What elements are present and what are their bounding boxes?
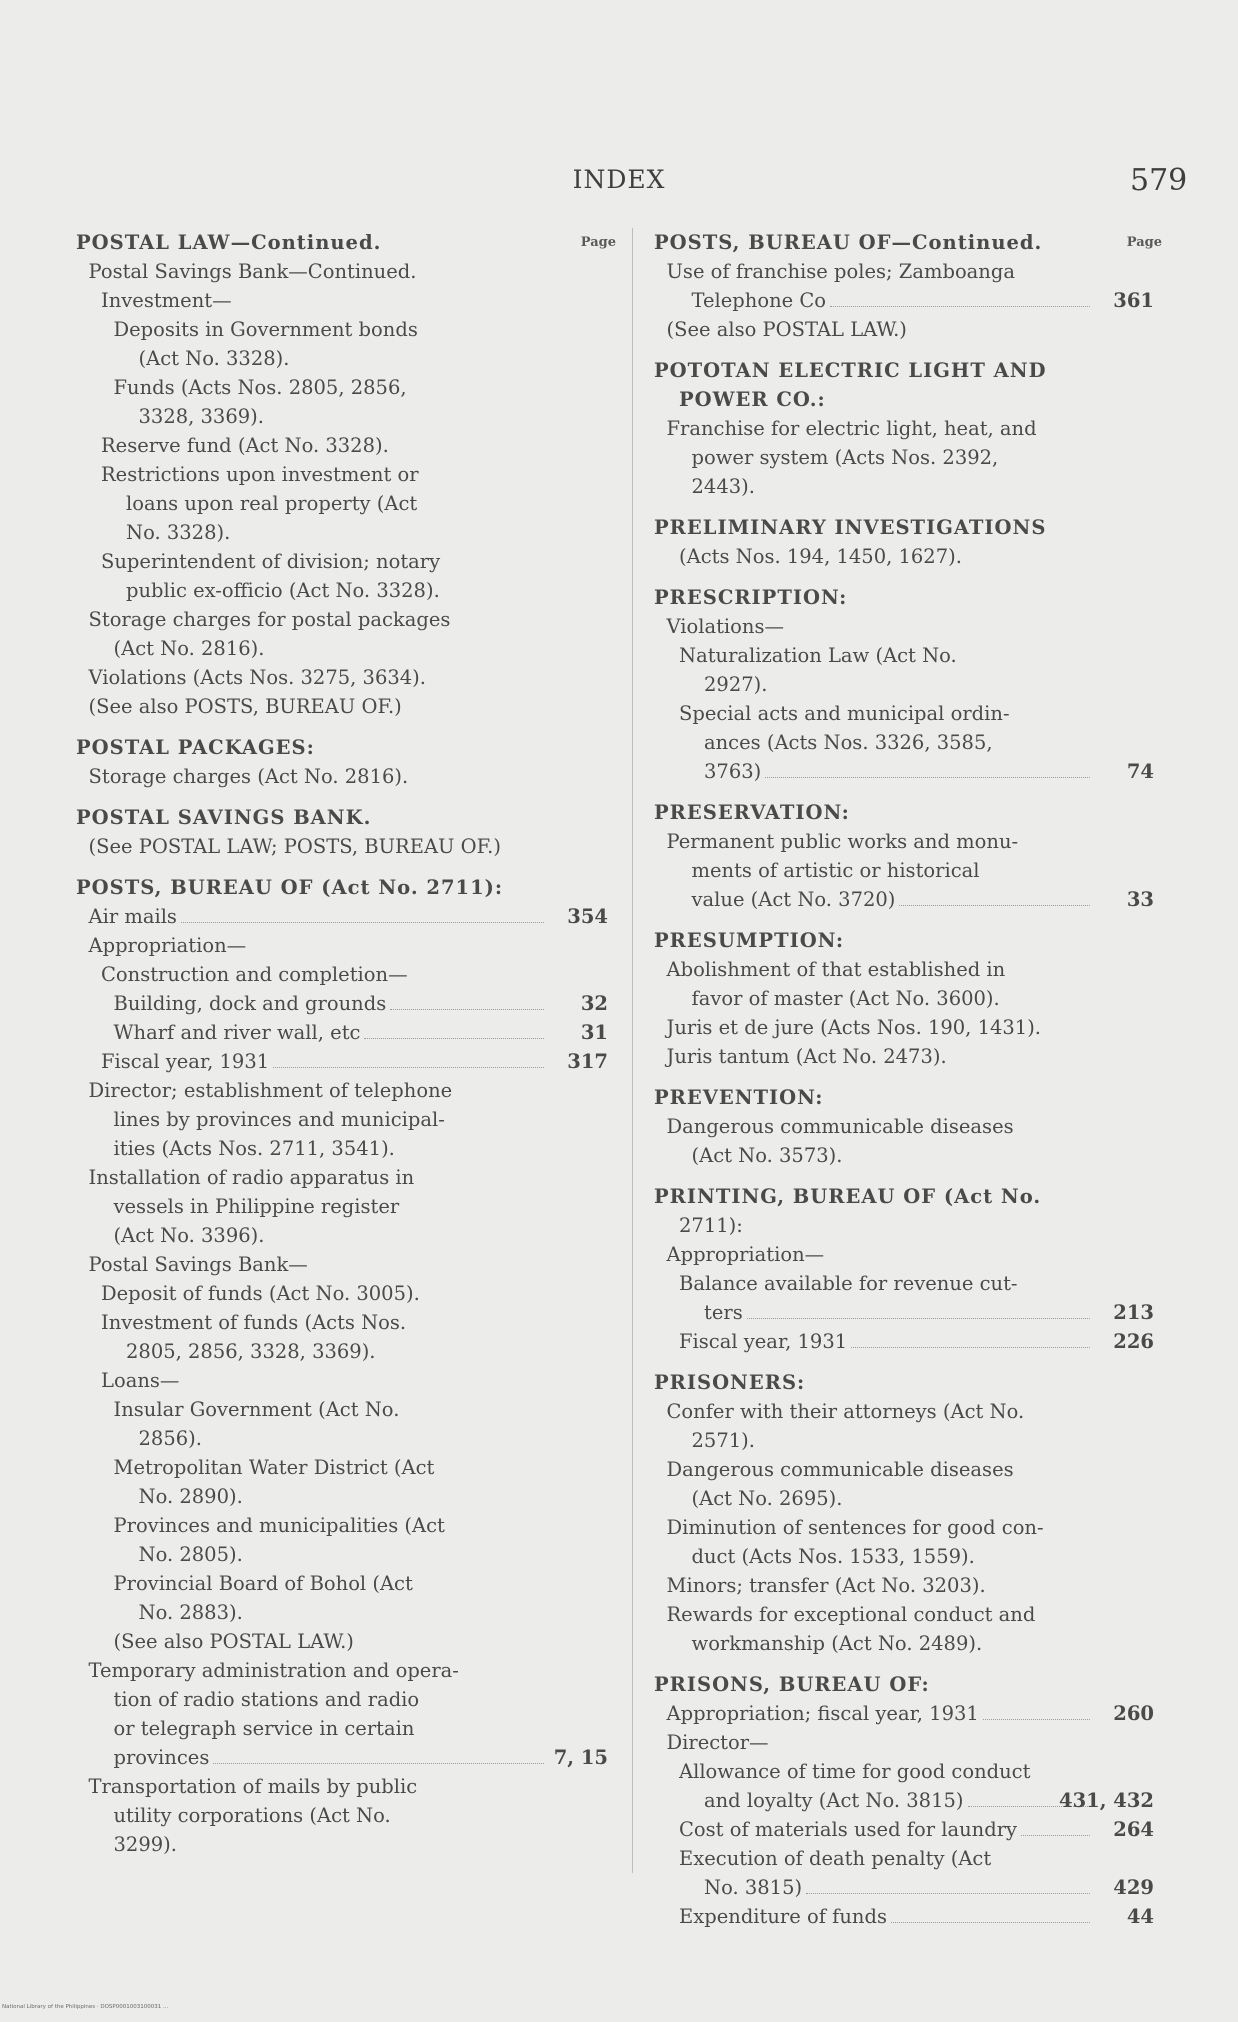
entry-text: Dangerous communicable diseases <box>666 1458 1014 1481</box>
page-reference: 264 <box>1113 1818 1154 1841</box>
index-entry <box>654 728 1154 757</box>
index-entry <box>76 576 608 605</box>
page-column-label: Page <box>1126 235 1162 250</box>
entry-text: Confer with their attorneys (Act No. <box>666 1400 1025 1423</box>
entry-text: or telegraph service in certain <box>113 1717 415 1740</box>
index-entry <box>76 902 608 931</box>
entry-text: No. 3328). <box>126 521 231 544</box>
entry-text: Installation of radio apparatus in <box>88 1166 415 1189</box>
entry-text: Use of franchise poles; Zamboanga <box>666 260 1015 283</box>
index-entry <box>654 1844 1154 1873</box>
index-entry <box>654 1542 1154 1571</box>
entry-text: 2927). <box>704 673 768 696</box>
index-entry <box>76 1395 608 1424</box>
entry-text: 2443). <box>691 475 755 498</box>
index-entry <box>76 373 608 402</box>
entry-text: Minors; transfer (Act No. 3203). <box>666 1574 986 1597</box>
index-entry <box>654 1211 1154 1240</box>
index-entry <box>654 1397 1154 1426</box>
index-heading <box>654 798 1154 827</box>
index-entry <box>76 832 608 861</box>
entry-text: provinces <box>113 1746 210 1769</box>
page-reference: 317 <box>567 1050 608 1073</box>
page-reference: 354 <box>567 905 608 928</box>
entry-text: Deposits in Government bonds <box>113 318 418 341</box>
index-entry <box>654 1112 1154 1141</box>
index-entry <box>76 1569 608 1598</box>
page-reference: 74 <box>1126 760 1154 783</box>
entry-text: vessels in Philippine register <box>113 1195 400 1218</box>
entry-text: POSTAL LAW—Continued. <box>76 231 382 254</box>
entry-text: Restrictions upon investment or <box>101 463 419 486</box>
entry-text: POWER CO.: <box>679 388 826 411</box>
entry-text: favor of master (Act No. 3600). <box>691 987 1000 1010</box>
entry-text: (Act No. 3573). <box>691 1144 843 1167</box>
entry-text: Expenditure of funds <box>679 1905 887 1928</box>
entry-text: PRISONERS: <box>654 1371 806 1394</box>
index-entry <box>654 670 1154 699</box>
dot-leader <box>983 1719 1090 1720</box>
entry-text: Loans— <box>101 1369 180 1392</box>
entry-text: No. 2890). <box>138 1485 243 1508</box>
index-heading <box>76 228 616 257</box>
entry-text: (Act No. 2816). <box>113 637 265 660</box>
entry-text: (Act No. 3328). <box>138 347 290 370</box>
entry-text: and loyalty (Act No. 3815) <box>704 1789 964 1812</box>
index-entry <box>654 641 1154 670</box>
entry-text: ances (Acts Nos. 3326, 3585, <box>704 731 993 754</box>
page-reference: 226 <box>1113 1330 1154 1353</box>
index-entry <box>76 663 608 692</box>
entry-text: Permanent public works and monu- <box>666 830 1019 853</box>
entry-text: POSTS, BUREAU OF—Continued. <box>654 231 1043 254</box>
index-entry <box>76 1801 608 1830</box>
index-entry <box>654 1786 1154 1815</box>
index-entry <box>76 1511 608 1540</box>
entry-text: loans upon real property (Act <box>126 492 418 515</box>
entry-text: value (Act No. 3720) <box>691 888 896 911</box>
index-entry <box>76 1192 608 1221</box>
index-entry <box>654 1815 1154 1844</box>
entry-text: workmanship (Act No. 2489). <box>691 1632 983 1655</box>
entry-text: Cost of materials used for laundry <box>679 1818 1018 1841</box>
index-entry <box>654 699 1154 728</box>
entry-text: No. 2883). <box>138 1601 243 1624</box>
entry-text: (Acts Nos. 194, 1450, 1627). <box>679 545 962 568</box>
entry-text: Rewards for exceptional conduct and <box>666 1603 1036 1626</box>
entry-text: Special acts and municipal ordin- <box>679 702 1010 725</box>
entry-text: Allowance of time for good conduct <box>679 1760 1031 1783</box>
entry-text: ters <box>704 1301 743 1324</box>
dot-leader <box>213 1763 544 1764</box>
entry-text: Provincial Board of Bohol (Act <box>113 1572 413 1595</box>
index-entry <box>654 1426 1154 1455</box>
index-entry <box>76 1627 608 1656</box>
index-heading <box>654 356 1154 385</box>
index-entry <box>76 1366 608 1395</box>
entry-text: 2856). <box>138 1427 202 1450</box>
index-entry <box>76 989 608 1018</box>
entry-text: PRESCRIPTION: <box>654 586 848 609</box>
entry-text: Execution of death penalty (Act <box>679 1847 992 1870</box>
index-entry <box>654 955 1154 984</box>
entry-text: Balance available for revenue cut- <box>679 1272 1018 1295</box>
page-reference: 7, 15 <box>553 1746 608 1769</box>
left-column <box>76 228 616 1859</box>
index-entry <box>654 757 1154 786</box>
entry-text: Reserve fund (Act No. 3328). <box>101 434 389 457</box>
entry-text: PRESUMPTION: <box>654 929 845 952</box>
entry-text: Investment of funds (Acts Nos. <box>101 1311 407 1334</box>
entry-text: PRINTING, BUREAU OF (Act No. <box>654 1185 1042 1208</box>
entry-text: Temporary administration and opera- <box>88 1659 459 1682</box>
index-entry <box>76 1598 608 1627</box>
index-entry <box>654 1699 1154 1728</box>
index-entry <box>76 460 608 489</box>
footer-text: National Library of the Philippines · DOSP0001003100031 ... <box>2 2004 169 2010</box>
entry-text: (See also POSTAL LAW.) <box>666 318 907 341</box>
entry-text: Juris tantum (Act No. 2473). <box>666 1045 947 1068</box>
index-entry <box>76 315 608 344</box>
entry-text: POSTAL PACKAGES: <box>76 736 315 759</box>
index-entry <box>76 344 608 373</box>
entry-text: 3299). <box>113 1833 177 1856</box>
index-entry <box>76 1308 608 1337</box>
index-entry <box>76 1685 608 1714</box>
page-column-label: Page <box>580 235 616 250</box>
index-entry <box>654 1455 1154 1484</box>
dot-leader <box>747 1318 1090 1319</box>
index-entry <box>76 1714 608 1743</box>
dot-leader <box>1021 1835 1090 1836</box>
entry-text: Director; establishment of telephone <box>88 1079 453 1102</box>
entry-text: Appropriation— <box>88 934 247 957</box>
index-entry <box>654 1629 1154 1658</box>
entry-text: PREVENTION: <box>654 1086 824 1109</box>
index-entry <box>76 431 608 460</box>
entry-text: 2805, 2856, 3328, 3369). <box>126 1340 376 1363</box>
entry-text: 2571). <box>691 1429 755 1452</box>
page-title: INDEX <box>572 165 666 194</box>
index-entry <box>654 1269 1154 1298</box>
entry-text: No. 2805). <box>138 1543 243 1566</box>
entry-text: 3763) <box>704 760 762 783</box>
index-heading <box>654 583 1154 612</box>
index-entry <box>654 827 1154 856</box>
index-heading <box>654 228 1162 257</box>
entry-text: Construction and completion— <box>101 963 408 986</box>
dot-leader <box>806 1893 1090 1894</box>
entry-text: Director— <box>666 1731 769 1754</box>
index-entry <box>654 1298 1154 1327</box>
index-heading <box>76 803 608 832</box>
index-entry <box>76 605 608 634</box>
index-entry <box>654 1757 1154 1786</box>
dot-leader <box>390 1009 544 1010</box>
entry-text: 2711): <box>679 1214 743 1237</box>
entry-text: Dangerous communicable diseases <box>666 1115 1014 1138</box>
dot-leader <box>181 922 544 923</box>
dot-leader <box>899 905 1090 906</box>
entry-text: (See also POSTAL LAW.) <box>113 1630 354 1653</box>
entry-text: Telephone Co <box>691 289 827 312</box>
page-reference: 361 <box>1113 289 1154 312</box>
entry-text: Violations (Acts Nos. 3275, 3634). <box>88 666 426 689</box>
dot-leader <box>891 1922 1090 1923</box>
page-reference: 31 <box>580 1021 608 1044</box>
entry-text: Fiscal year, 1931 <box>679 1330 848 1353</box>
entry-text: Appropriation; fiscal year, 1931 <box>666 1702 979 1725</box>
index-entry <box>76 634 608 663</box>
entry-text: power system (Acts Nos. 2392, <box>691 446 999 469</box>
index-entry <box>654 315 1154 344</box>
index-entry <box>654 1902 1154 1931</box>
entry-text: ities (Acts Nos. 2711, 3541). <box>113 1137 395 1160</box>
index-entry <box>76 931 608 960</box>
entry-text: duct (Acts Nos. 1533, 1559). <box>691 1545 975 1568</box>
entry-text: PRELIMINARY INVESTIGATIONS <box>654 516 1047 539</box>
entry-text: ments of artistic or historical <box>691 859 980 882</box>
index-entry <box>76 1482 608 1511</box>
index-entry <box>76 1830 608 1859</box>
entry-text: Postal Savings Bank—Continued. <box>88 260 417 283</box>
index-heading <box>654 1083 1154 1112</box>
index-entry <box>76 286 608 315</box>
index-entry <box>654 612 1154 641</box>
entry-text: (See POSTAL LAW; POSTS, BUREAU OF.) <box>88 835 501 858</box>
index-entry <box>654 1327 1154 1356</box>
entry-text: Funds (Acts Nos. 2805, 2856, <box>113 376 407 399</box>
index-heading <box>76 733 608 762</box>
index-entry <box>76 1540 608 1569</box>
page-reference: 44 <box>1126 1905 1154 1928</box>
entry-text: POSTAL SAVINGS BANK. <box>76 806 372 829</box>
index-entry <box>654 1873 1154 1902</box>
entry-text: Provinces and municipalities (Act <box>113 1514 445 1537</box>
index-heading <box>654 1368 1154 1397</box>
index-entry <box>654 472 1154 501</box>
entry-text: Abolishment of that established in <box>666 958 1006 981</box>
right-column <box>654 228 1162 1931</box>
page-reference: 213 <box>1113 1301 1154 1324</box>
index-entry <box>76 1221 608 1250</box>
index-heading <box>654 1670 1154 1699</box>
index-entry <box>76 1772 608 1801</box>
entry-text: Storage charges (Act No. 2816). <box>88 765 409 788</box>
index-entry <box>76 1134 608 1163</box>
index-entry <box>76 1424 608 1453</box>
index-entry <box>76 1076 608 1105</box>
column-divider <box>632 228 633 1873</box>
index-entry <box>654 856 1154 885</box>
entry-text: Transportation of mails by public <box>88 1775 418 1798</box>
entry-text: Wharf and river wall, etc <box>113 1021 361 1044</box>
dot-leader <box>273 1067 544 1068</box>
entry-text: (See also POSTS, BUREAU OF.) <box>88 695 402 718</box>
page-reference: 32 <box>580 992 608 1015</box>
index-entry <box>654 984 1154 1013</box>
entry-text: Postal Savings Bank— <box>88 1253 308 1276</box>
index-entry <box>76 1047 608 1076</box>
index-entry <box>76 257 608 286</box>
dot-leader <box>830 306 1090 307</box>
index-entry <box>654 414 1154 443</box>
page-reference: 431, 432 <box>1059 1789 1154 1812</box>
page-reference: 429 <box>1113 1876 1154 1899</box>
entry-text: tion of radio stations and radio <box>113 1688 420 1711</box>
index-entry <box>76 1018 608 1047</box>
index-entry <box>654 257 1154 286</box>
entry-text: POSTS, BUREAU OF (Act No. 2711): <box>76 876 504 899</box>
entry-text: (Act No. 3396). <box>113 1224 265 1247</box>
entry-text: Insular Government (Act No. <box>113 1398 400 1421</box>
index-entry <box>76 489 608 518</box>
index-entry <box>654 1571 1154 1600</box>
index-entry <box>654 286 1154 315</box>
entry-text: 3328, 3369). <box>138 405 264 428</box>
index-entry <box>654 1728 1154 1757</box>
entry-text: Investment— <box>101 289 232 312</box>
entry-text: Building, dock and grounds <box>113 992 387 1015</box>
index-heading <box>654 1182 1154 1211</box>
entry-text: Appropriation— <box>666 1243 825 1266</box>
entry-text: POTOTAN ELECTRIC LIGHT AND <box>654 359 1047 382</box>
index-heading <box>654 926 1154 955</box>
dot-leader <box>364 1038 544 1039</box>
dot-leader <box>851 1347 1090 1348</box>
index-entry <box>654 1513 1154 1542</box>
entry-text: Superintendent of division; notary <box>101 550 441 573</box>
entry-text: utility corporations (Act No. <box>113 1804 391 1827</box>
entry-text: No. 3815) <box>704 1876 803 1899</box>
index-heading <box>76 873 608 902</box>
index-entry <box>76 1453 608 1482</box>
index-entry <box>76 692 608 721</box>
index-heading <box>654 385 1154 414</box>
entry-text: public ex-officio (Act No. 3328). <box>126 579 440 602</box>
index-entry <box>654 443 1154 472</box>
index-entry <box>76 1656 608 1685</box>
index-entry <box>654 1484 1154 1513</box>
entry-text: Franchise for electric light, heat, and <box>666 417 1037 440</box>
index-entry <box>654 1141 1154 1170</box>
page-number: 579 <box>1130 163 1188 198</box>
entry-text: lines by provinces and municipal- <box>113 1108 445 1131</box>
entry-text: Storage charges for postal packages <box>88 608 451 631</box>
entry-text: Deposit of funds (Act No. 3005). <box>101 1282 420 1305</box>
index-entry <box>76 402 608 431</box>
index-entry <box>654 1600 1154 1629</box>
index-entry <box>654 885 1154 914</box>
page-reference: 33 <box>1126 888 1154 911</box>
entry-text: Fiscal year, 1931 <box>101 1050 270 1073</box>
index-entry <box>654 1013 1154 1042</box>
entry-text: Violations— <box>666 615 784 638</box>
index-heading <box>654 513 1154 542</box>
entry-text: Metropolitan Water District (Act <box>113 1456 435 1479</box>
index-entry <box>76 1250 608 1279</box>
index-entry <box>76 1337 608 1366</box>
entry-text: (Act No. 2695). <box>691 1487 843 1510</box>
index-entry <box>76 1163 608 1192</box>
index-entry <box>76 960 608 989</box>
entry-text: PRISONS, BUREAU OF: <box>654 1673 930 1696</box>
index-entry <box>76 1105 608 1134</box>
index-entry <box>654 1042 1154 1071</box>
dot-leader <box>765 777 1090 778</box>
entry-text: Juris et de jure (Acts Nos. 190, 1431). <box>666 1016 1042 1039</box>
entry-text: Diminution of sentences for good con- <box>666 1516 1044 1539</box>
entry-text: Air mails <box>88 905 177 928</box>
index-entry <box>76 1743 608 1772</box>
index-entry <box>76 518 608 547</box>
index-entry <box>654 542 1154 571</box>
index-entry <box>76 1279 608 1308</box>
index-entry <box>654 1240 1154 1269</box>
index-entry <box>76 547 608 576</box>
page-reference: 260 <box>1113 1702 1154 1725</box>
entry-text: PRESERVATION: <box>654 801 850 824</box>
entry-text: Naturalization Law (Act No. <box>679 644 957 667</box>
index-entry <box>76 762 608 791</box>
